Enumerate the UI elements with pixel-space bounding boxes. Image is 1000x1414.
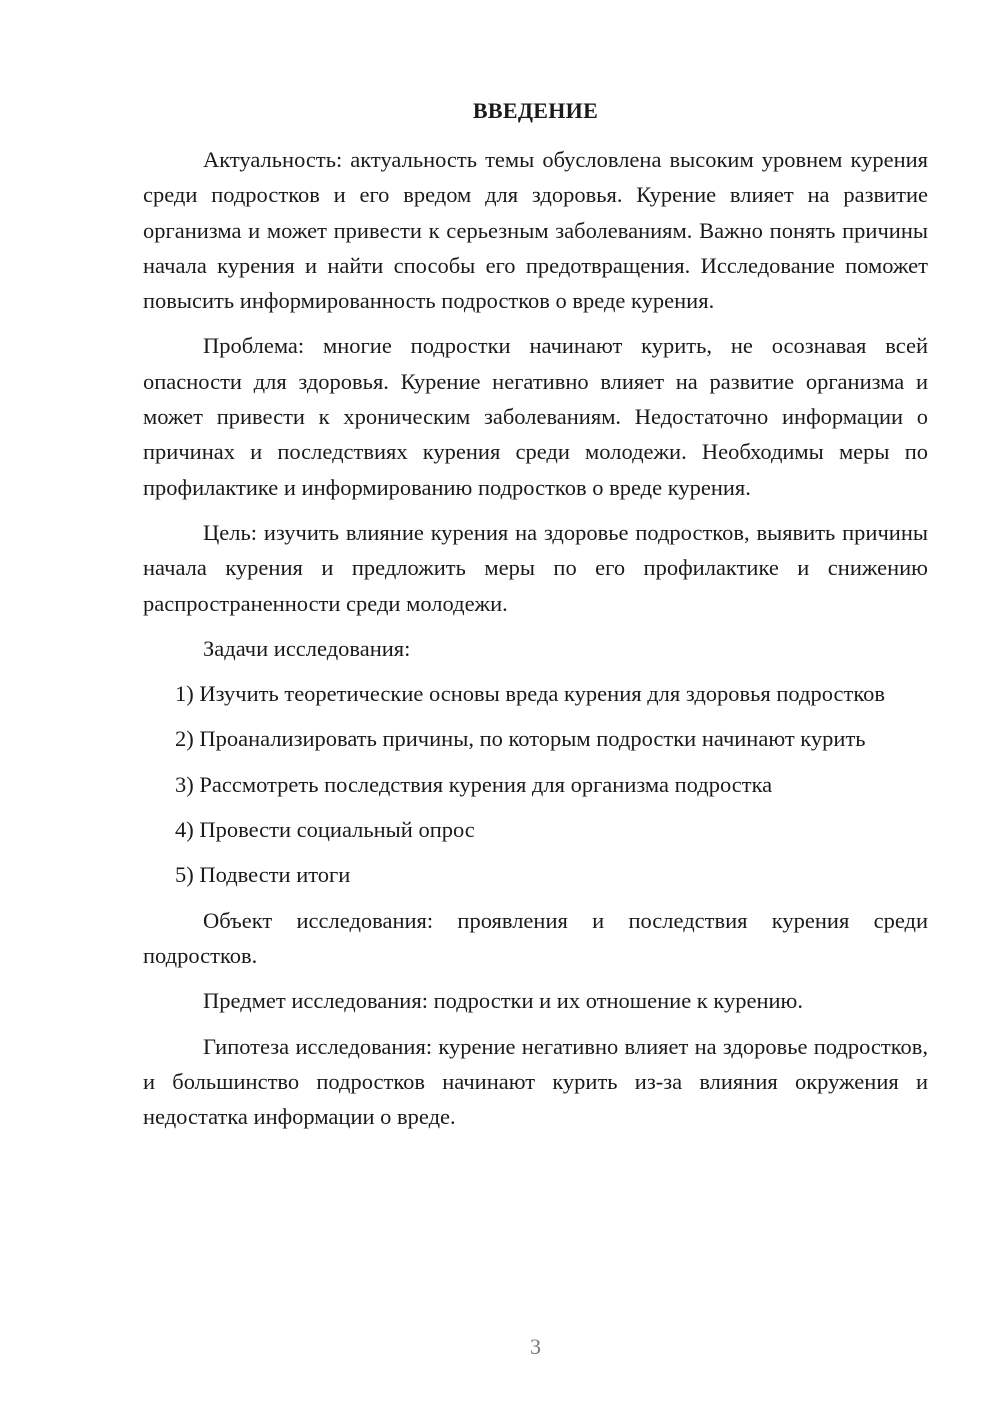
task-item: 2) Проанализировать причины, по которым подростки начинают курить	[175, 726, 866, 752]
section-heading: ВВЕДЕНИЕ	[472, 98, 599, 123]
relevance-paragraph: Актуальность: актуальность темы обусловлена высоким уровнем курения среди подростков и его вредом для здоровья. Курение влияет на развитие организма и может привести к серьезным заболеваниям. Важно понять причины начала курения и найти способы его предотвращения. Исследование поможет повысить информированность подростков о вреде курения.	[143, 147, 928, 314]
tasks-heading: Задачи исследования:	[203, 635, 411, 661]
goal-paragraph: Цель: изучить влияние курения на здоровье подростков, выявить причины начала курения и предложить меры по его профилактике и снижению распространенности среди молодежи.	[143, 519, 928, 616]
task-item: 1) Изучить теоретические основы вреда курения для здоровья подростков	[175, 681, 886, 707]
problem-paragraph: Проблема: многие подростки начинают курить, не осознавая всей опасности для здоровья. Курение негативно влияет на развитие организма и может привести к хроническим заболеваниям. Недостаточно информации о причинах и последствиях курения среди молодежи. Необходимы меры по профилактике и информированию подростков о вреде курения.	[143, 333, 928, 500]
task-item: 4) Провести социальный опрос	[175, 817, 475, 843]
hypothesis-paragraph: Гипотеза исследования: курение негативно влияет на здоровье подростков, и большинство подростков начинают курить из-за влияния окружения и недостатка информации о вреде.	[143, 1033, 928, 1130]
task-item: 5) Подвести итоги	[175, 862, 351, 888]
page-number: 3	[530, 1334, 541, 1359]
subject-paragraph: Предмет исследования: подростки и их отношение к курению.	[203, 988, 803, 1014]
document-body	[143, 142, 928, 1144]
task-item: 3) Рассмотреть последствия курения для организма подростка	[175, 771, 773, 797]
object-paragraph: Объект исследования: проявления и последствия курения среди подростков.	[143, 907, 928, 968]
